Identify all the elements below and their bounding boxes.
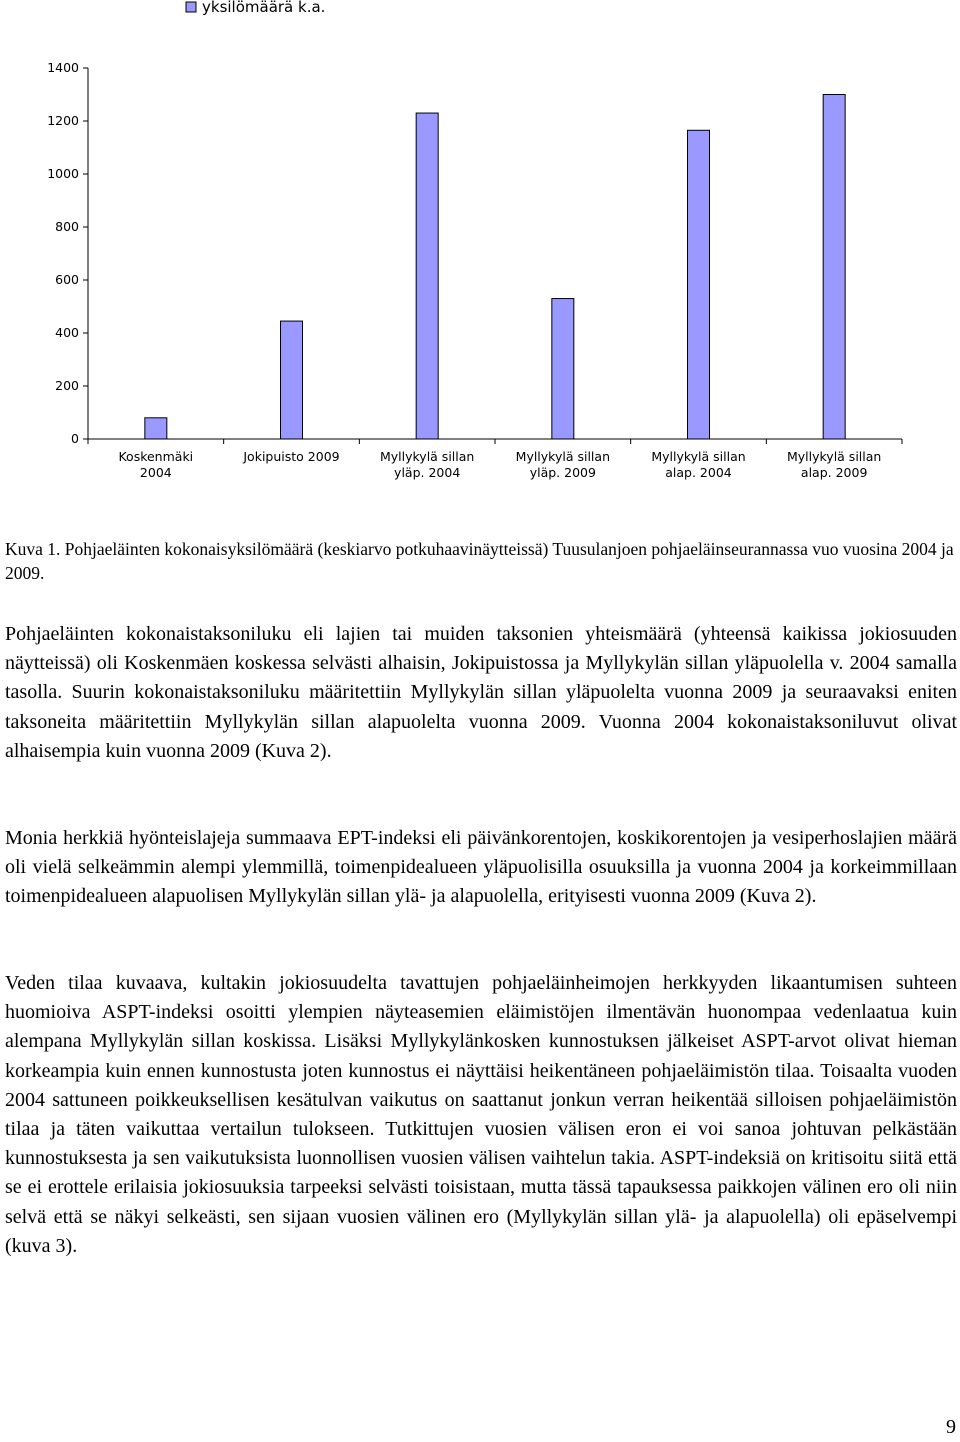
bar-chart (0, 0, 960, 520)
figure-caption: Kuva 1. Pohjaeläinten kokonaisyksilömäärä (keskiarvo potkuhaavinäytteissä) Tuusulanjoen pohjaeläinseurannassa vuo vuosina 2004 ja 2009. (5, 539, 954, 583)
x-tick-label: Myllykylä sillan (379, 449, 475, 464)
body-paragraph-1: Pohjaeläinten kokonaistaksoniluku eli lajien tai muiden taksonien yhteismäärä (yhteensä kaikissa jokiosuuden näytteissä) oli Koskenmäen koskessa selvästi alhaisin, Jokipuistossa ja Myllykylän sillan yläpuolella v. 2004 samalla tasolla. Suurin kokonaistaksoniluku määritettiin Myllykylän sillan yläpuolelta vuonna 2009 ja seuraavaksi eniten taksoneita määritettiin Myllykylän sillan alapuolelta vuonna 2009. Vuonna 2004 kokonaistaksoniluvut olivat alhaisempia kuin vuonna 2009 (Kuva 2). (5, 623, 957, 762)
x-tick-label: Jokipuisto 2009 (243, 449, 340, 464)
x-tick-label: Myllykylä sillan (786, 449, 882, 464)
x-tick-label: 2004 (139, 465, 172, 480)
x-tick-label: Koskenmäki (118, 449, 194, 464)
page-number: 9 (946, 1416, 956, 1438)
bar (416, 113, 438, 439)
body-paragraph-3: Veden tilaa kuvaava, kultakin jokiosuudelta tavattujen pohjaeläinheimojen herkkyyden likaantumisen suhteen huomioiva ASPT-indeksi osoitti ylempien näyteasemien eläimistöjen ilmentävän huonompaa vedenlaatua kuin alempana Myllykylän sillan koskissa. Lisäksi Myllykylänkosken kunnostuksen jälkeiset ASPT-arvot olivat hieman korkeampia kuin ennen kunnostusta joten kunnostus ei näyttäisi heikentäneen pohjaeläimistön tilaa. Toisaalta vuoden 2004 sattuneen poikkeuksellisen kesätulvan vaikutus on saattanut jonkun verran heikentää silloisen pohjaeläimistön tilaa ja täten vaikuttaa vertailun tulokseen. Tutkittujen vuosien välisen eron ei voi sanoa johtuvan pelkästään kunnostuksesta ja sen vaikutuksista luonnollisen vuosien välisen vaihtelun takia. ASPT-indeksiä on kritisoitu siitä että se ei erottele erilaisia jokiosuuksia tarpeeksi selvästi toisistaan, mutta tässä tapauksessa paikkojen välinen ero oli niin selvä että se näkyi selkeästi, sen sijaan vuosien välinen ero (Myllykylän sillan ylä- ja alapuolella) oli epäselvempi (kuva 3). (5, 972, 957, 1257)
y-tick-label: 1400 (47, 60, 79, 75)
x-tick-label: Myllykylä sillan (515, 449, 611, 464)
chart-axes (47, 60, 902, 480)
chart-legend (186, 0, 325, 16)
y-tick-label: 1200 (47, 113, 79, 128)
y-tick-label: 800 (55, 219, 79, 234)
bar (688, 130, 710, 439)
x-tick-label: yläp. 2009 (529, 465, 596, 480)
y-tick-label: 1000 (47, 166, 79, 181)
x-tick-label: alap. 2009 (800, 465, 868, 480)
legend-swatch (186, 2, 196, 12)
bar (823, 95, 845, 440)
bar (145, 418, 167, 439)
y-tick-label: 200 (55, 378, 79, 393)
x-tick-label: yläp. 2004 (394, 465, 461, 480)
x-tick-label: Myllykylä sillan (651, 449, 746, 464)
bar (552, 299, 574, 439)
y-tick-label: 400 (55, 325, 79, 340)
y-tick-label: 0 (71, 431, 79, 446)
bar (281, 321, 303, 439)
chart-bars (145, 95, 845, 440)
x-tick-label: alap. 2004 (665, 465, 732, 480)
legend-label: yksilömäärä k.a. (202, 0, 326, 16)
y-tick-label: 600 (55, 272, 79, 287)
body-paragraph-2: Monia herkkiä hyönteislajeja summaava EPT-indeksi eli päivänkorentojen, koskikorentojen ja vesiperhoslajien määrä oli vielä selkeämmin alempi ylemmillä, toimenpidealueen yläpuolisilla osuuksilla ja vuonna 2004 ja korkeimmillaan toimenpidealueen alapuolisen Myllykylän sillan ylä- ja alapuolella, erityisesti vuonna 2009 (Kuva 2). (5, 827, 957, 908)
